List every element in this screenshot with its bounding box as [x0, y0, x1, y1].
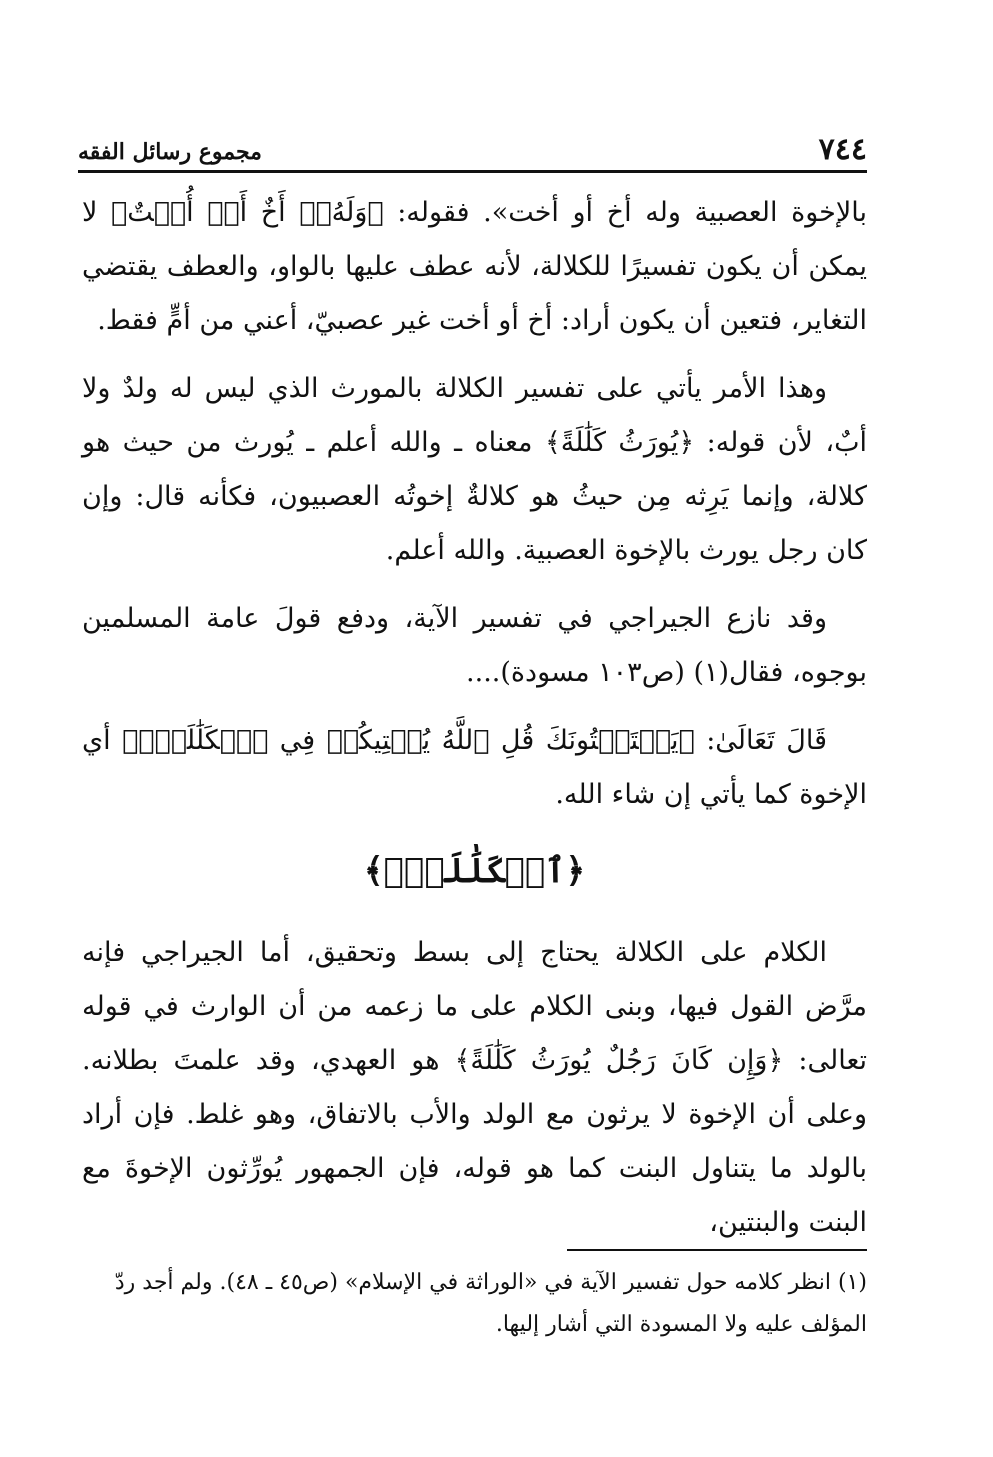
paragraph-2: وهذا الأمر يأتي على تفسير الكلالة بالمورث الذي ليس له ولدٌ ولا أبٌ، لأن قوله: ﴿يُورَثُ كَلَٰلَةً﴾ معناه ـ والله أعلم ـ يُورث من حيث هو كلالة، وإنما يَرِثه مِن حيثُ هو كلالةٌ إخوتُه العصبيون، فكأنه قال: وإن كان رجل يورث بالإخوة العصبية. والله أعلم.: [82, 373, 867, 566]
page-header: [78, 126, 867, 166]
main-text: [82, 186, 867, 1264]
paragraph-3: وقد نازع الجيراجي في تفسير الآية، ودفع قولَ عامة المسلمين بوجوه، فقال(١) (ص١٠٣ مسودة)....: [82, 603, 867, 688]
footnote-divider: [567, 1249, 867, 1251]
footnote: (١) انظر كلامه حول تفسير الآية في «الوراثة في الإسلام» (ص٤٥ ـ ٤٨). ولم أجد ردّ المؤلف عليه ولا المسودة التي أشار إليها.: [114, 1270, 867, 1337]
header-divider: [78, 170, 867, 173]
paragraph-1: بالإخوة العصبية وله أخ أو أخت». فقوله: ﴿وَلَهُۥٓ أَخٌ أَوۡ أُخۡتٌ﴾ لا يمكن أن يكون تفسيرًا للكلالة، لأنه عطف عليها بالواو، والعطف يقتضي التغاير، فتعين أن يكون أراد: أخ أو أخت غير عصبيّ، أعني من أمٍّ فقط.: [82, 197, 867, 336]
section-heading: ﴿ٱلۡكَلَٰلَةِۚ﴾: [363, 851, 586, 891]
paragraph-5: الكلام على الكلالة يحتاج إلى بسط وتحقيق، أما الجيراجي فإنه مرَّض القول فيها، وبنى الكلام على ما زعمه من أن الوارث في قوله تعالى: ﴿وَإِن كَانَ رَجُلٌ يُورَثُ كَلَٰلَةً﴾ هو العهدي، وقد علمتَ بطلانه. وعلى أن الإخوة لا يرثون مع الولد والأب بالاتفاق، وهو غلط. فإن أراد بالولد ما يتناول البنت كما هو قوله، فإن الجمهور يُورِّثون الإخوةَ مع البنت والبنتين،: [82, 937, 867, 1238]
paragraph-4: قَالَ تَعَالَىٰ: ﴿يَسۡتَفۡتُونَكَ قُلِ ٱللَّهُ يُفۡتِيكُمۡ فِي ٱلۡكَلَٰلَةِۚ﴾ أي الإخوة كما يأتي إن شاء الله.: [82, 725, 867, 810]
page-number: ٧٤٤: [818, 132, 867, 167]
running-title: مجموع رسائل الفقه: [78, 139, 262, 165]
